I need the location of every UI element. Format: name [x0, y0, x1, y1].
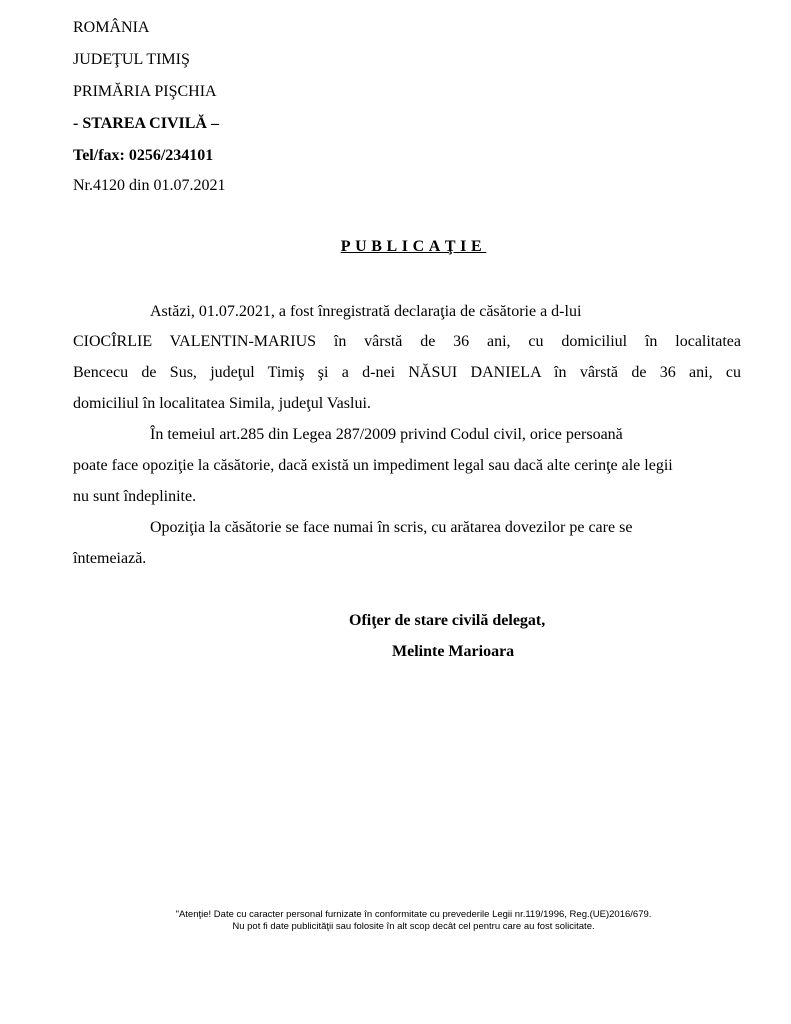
- header-country: ROMÂNIA: [73, 19, 150, 36]
- body-paragraph-1-line-3: Bencecu de Sus, judeţul Timiş şi a d-nei NĂSUI DANIELA în vârstă de 36 ani, cu: [73, 364, 741, 381]
- signature-role: Ofiţer de stare civilă delegat,: [349, 612, 546, 629]
- header-reference: Nr.4120 din 01.07.2021: [73, 177, 226, 194]
- header-phone: Tel/fax: 0256/234101: [73, 147, 214, 164]
- header-county: JUDEŢUL TIMIŞ: [73, 51, 190, 68]
- body-paragraph-2-line-3: nu sunt îndeplinite.: [73, 488, 197, 505]
- body-paragraph-1-line-1: Astăzi, 01.07.2021, a fost înregistrată declaraţia de căsătorie a d-lui: [150, 303, 582, 320]
- signature-name: Melinte Marioara: [392, 643, 515, 660]
- body-paragraph-2-line-1: În temeiul art.285 din Legea 287/2009 privind Codul civil, orice persoană: [150, 426, 623, 443]
- body-paragraph-3-line-2: întemeiază.: [73, 550, 147, 567]
- body-paragraph-3-line-1: Opoziţia la căsătorie se face numai în scris, cu arătarea dovezilor pe care se: [150, 519, 633, 536]
- footer-notice-line-1: "Atenţie! Date cu caracter personal furnizate în conformitate cu prevederile Legii nr.119/1996, Reg.(UE)2016/679.: [175, 909, 652, 920]
- body-paragraph-1-line-4: domiciliul în localitatea Simila, judeţul Vaslui.: [73, 395, 371, 412]
- document-title: PUBLICAŢIE: [340, 238, 487, 255]
- header-department: - STAREA CIVILĂ –: [73, 115, 219, 132]
- body-paragraph-2-line-2: poate face opoziţie la căsătorie, dacă există un impediment legal sau dacă alte cerinţe ale legii: [73, 457, 673, 474]
- body-paragraph-1-line-2: CIOCÎRLIE VALENTIN-MARIUS în vârstă de 36 ani, cu domiciliul în localitatea: [73, 333, 741, 350]
- footer-notice-line-2: Nu pot fi date publicităţii sau folosite în alt scop decât cel pentru care au fost solicitate.: [232, 921, 595, 932]
- header-town-hall: PRIMĂRIA PIŞCHIA: [73, 83, 217, 100]
